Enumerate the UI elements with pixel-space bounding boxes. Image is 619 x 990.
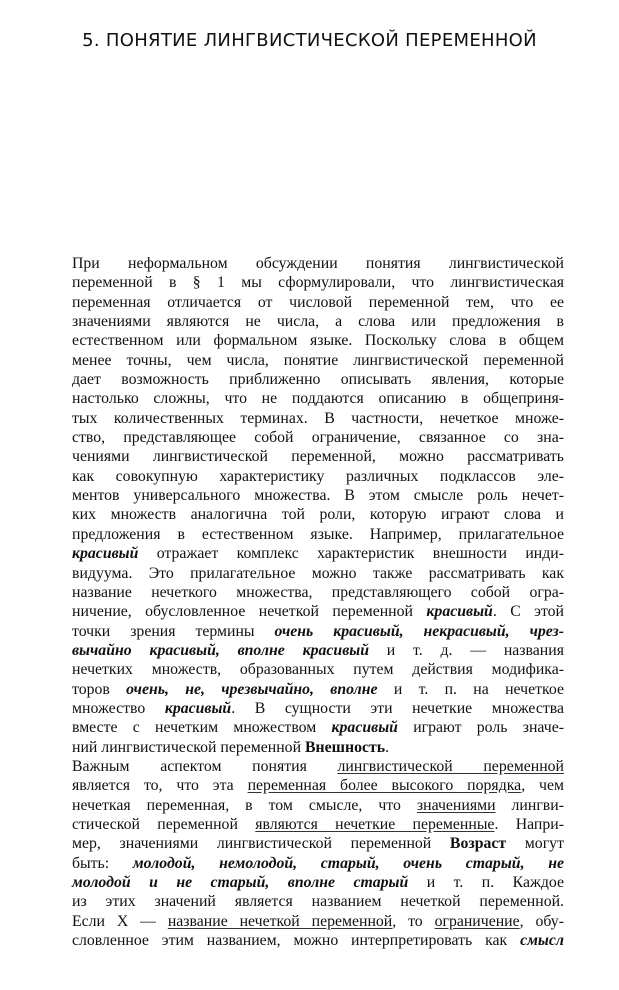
underlined-phrase: являются нечеткие переменные: [255, 815, 495, 833]
text-run: название нечеткого множества, представляющего собой огра-: [72, 583, 564, 601]
text-run: чениями лингвистической переменной, можно рассматривать: [72, 448, 564, 466]
text-line: [44, 564, 564, 583]
text-run: и т. п. Каждое: [408, 874, 565, 891]
text-run: настолько сложны, что не поддаются описанию в общеприня-: [72, 390, 564, 408]
text-run: отражает комплекс характеристик внешности инди-: [138, 545, 564, 563]
text-line: [44, 409, 564, 428]
text-run: . С этой: [492, 603, 564, 621]
text-run: быть:: [72, 854, 133, 872]
emphasized-term: молодой и не старый, вполне старый: [72, 874, 409, 891]
text-run: стической переменной: [72, 815, 256, 833]
text-run: словленное этим названием, можно интерпретировать как: [72, 932, 521, 950]
text-run: торов: [72, 680, 127, 698]
text-run: . В сущности эти нечеткие множества: [231, 699, 564, 717]
text-line: [44, 873, 564, 892]
text-run: как совокупную характеристику различных подклассов эле-: [72, 467, 564, 485]
text-line: [44, 796, 564, 815]
text-line: [44, 622, 564, 641]
underlined-phrase: переменная более высокого порядка: [247, 777, 522, 795]
text-line: [44, 447, 564, 466]
text-line: [44, 351, 564, 370]
underlined-phrase: название нечеткой переменной: [167, 912, 393, 930]
emphasized-term: очень красивый, некрасивый, чрез-: [274, 622, 564, 640]
text-run: множество: [72, 699, 165, 717]
text-line: [44, 854, 564, 873]
text-line: [44, 583, 564, 602]
text-line: [44, 505, 564, 524]
text-line: [44, 892, 564, 911]
text-line: [44, 331, 564, 350]
paragraph: [44, 757, 564, 950]
text-line: [44, 757, 564, 776]
text-line: [44, 834, 564, 853]
text-run: ство, представляющее собой ограничение, связанное со зна-: [72, 429, 564, 447]
emphasized-term: очень, не, чрезвычайно, вполне: [126, 680, 378, 698]
paragraph: [44, 254, 564, 757]
text-run: , чем: [521, 777, 564, 795]
text-line: [44, 525, 564, 544]
text-run: мер, значениями лингвистической переменной: [72, 835, 450, 853]
text-run: могут: [506, 835, 564, 853]
text-run: переменная отличается от числовой переменной тем, что ее: [72, 293, 564, 311]
text-line: [44, 486, 564, 505]
text-run: нечетких множеств, образованных путем действия модифика-: [72, 661, 564, 679]
text-run: и т. п. на нечеткое: [377, 680, 564, 698]
text-run: нечеткая переменная, в том смысле, что: [72, 796, 417, 814]
text-line: [44, 660, 564, 679]
emphasized-term: молодой, немолодой, старый, очень старый, не: [132, 854, 564, 872]
text-run: ничение, обусловленное нечеткой переменной: [72, 603, 427, 621]
text-line: [44, 641, 564, 660]
emphasized-term: смысл: [520, 932, 564, 950]
text-line: [44, 312, 564, 331]
underlined-phrase: лингвистической переменной: [337, 757, 564, 775]
text-run: , обу-: [519, 912, 564, 930]
text-line: [44, 370, 564, 389]
bold-term: Возраст: [449, 835, 507, 853]
text-run: ментов универсального множества. В этом смысле роль нечет-: [72, 487, 564, 505]
text-run: из этих значений является названием нечеткой переменной.: [72, 893, 564, 911]
text-line: [44, 428, 564, 447]
text-line: [44, 776, 564, 795]
text-run: ких множеств аналогична той роли, которую играют слова и: [72, 506, 564, 524]
text-line: [44, 602, 564, 621]
text-run: играют роль значе-: [397, 719, 565, 737]
text-run: тых количественных терминах. В частности, нечеткое множе-: [72, 409, 564, 427]
text-line: [44, 931, 564, 950]
text-run: значениями являются не числа, а слова или предложения в: [72, 313, 564, 331]
text-run: . Напри-: [494, 815, 564, 833]
text-run: точки зрения термины: [72, 622, 275, 640]
text-run: , то: [392, 912, 435, 930]
text-line: [44, 254, 564, 273]
underlined-phrase: ограничение: [434, 912, 520, 930]
text-run: Если X —: [72, 912, 168, 930]
text-line: [44, 273, 564, 292]
text-line: [44, 389, 564, 408]
text-run: .: [385, 738, 390, 756]
text-run: видуума. Это прилагательное можно также рассматривать как: [72, 564, 564, 582]
text-run: дает возможность приближенно описывать явления, которые: [72, 371, 564, 389]
emphasized-term: красивый: [72, 545, 139, 563]
text-run: и т. д. — названия: [369, 641, 564, 659]
text-run: При неформальном обсуждении понятия лингвистической: [72, 255, 564, 272]
text-run: менее точны, чем числа, понятие лингвистической переменной: [72, 351, 564, 369]
text-line: [44, 718, 564, 737]
text-run: Важным аспектом понятия: [72, 757, 338, 775]
text-line: [44, 293, 564, 312]
chapter-title: 5. ПОНЯТИЕ ЛИНГВИСТИЧЕСКОЙ ПЕРЕМЕННОЙ: [82, 30, 537, 51]
body-text: [44, 254, 564, 950]
text-run: переменной в § 1 мы сформулировали, что лингвистическая: [72, 274, 564, 292]
text-run: лингви-: [495, 796, 564, 814]
emphasized-term: красивый: [164, 699, 232, 717]
text-line: [44, 912, 564, 931]
text-line: [44, 467, 564, 486]
text-line: [44, 815, 564, 834]
text-run: ний лингвистической переменной: [72, 738, 305, 756]
underlined-phrase: значениями: [416, 796, 496, 814]
emphasized-term: красивый: [331, 719, 398, 737]
text-line: [44, 699, 564, 718]
text-line: [44, 738, 564, 757]
emphasized-term: красивый: [426, 603, 493, 621]
emphasized-term: вычайно красивый, вполне красивый: [72, 641, 370, 659]
text-line: [44, 680, 564, 699]
text-run: предложения в естественном языке. Например, прилагательное: [72, 525, 564, 543]
text-line: [44, 544, 564, 563]
text-run: является то, что эта: [72, 777, 248, 795]
bold-term: Внешность: [305, 738, 386, 756]
text-run: вместе с нечетким множеством: [72, 719, 332, 737]
text-run: естественном или формальном языке. Поскольку слова в общем: [72, 332, 564, 350]
